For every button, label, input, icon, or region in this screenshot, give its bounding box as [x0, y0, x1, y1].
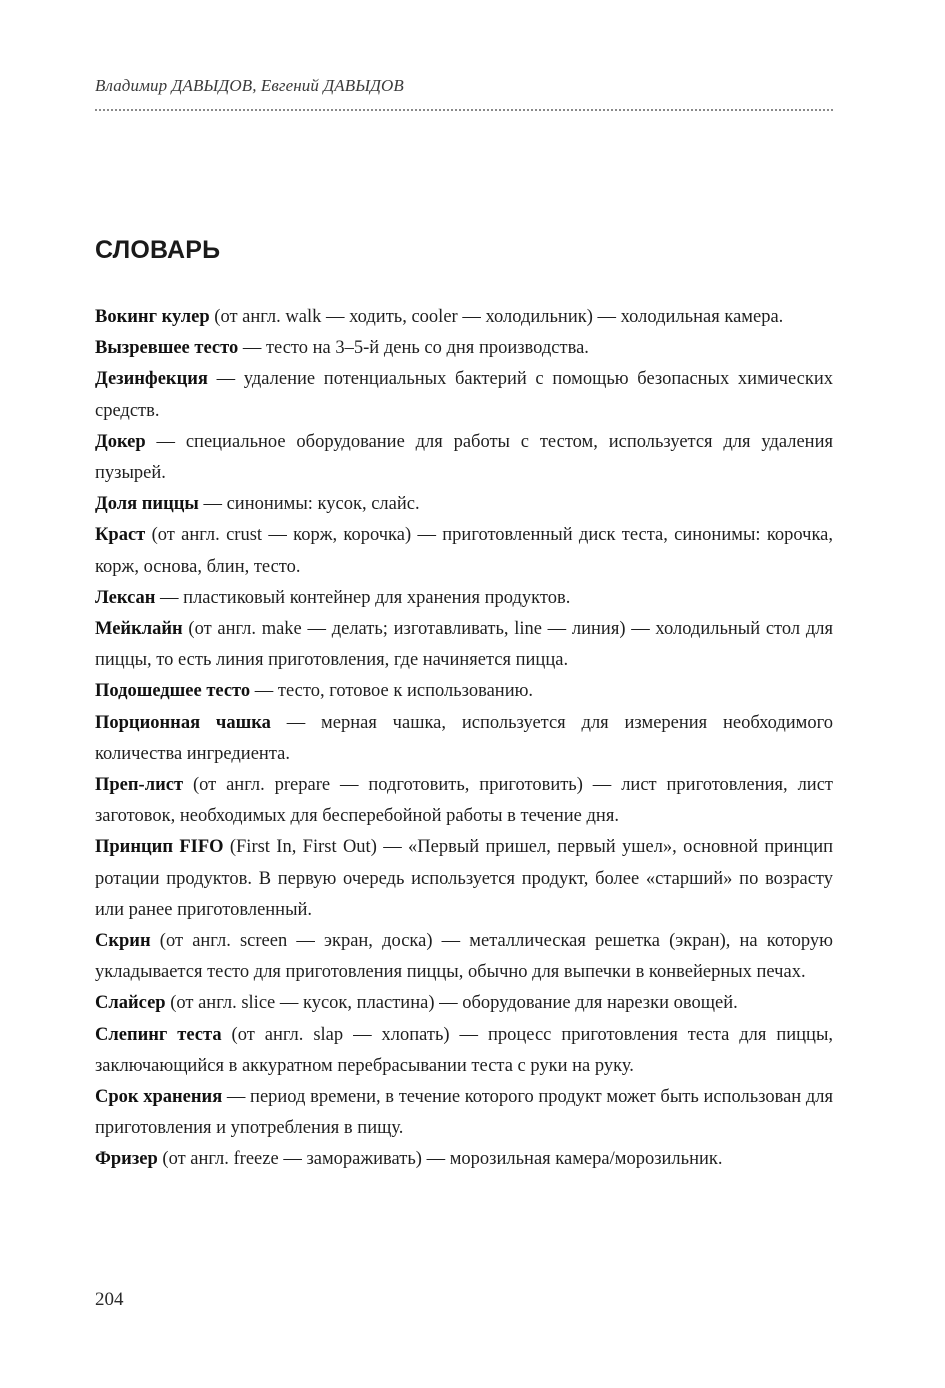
- glossary-entry: [95, 489, 833, 520]
- glossary-term: Вызревшее тесто: [95, 338, 239, 359]
- glossary-definition: — тесто, готовое к использованию.: [250, 681, 534, 702]
- section-title: СЛОВАРЬ: [95, 236, 221, 264]
- glossary-entry: [95, 583, 833, 614]
- glossary-term: Срок хранения: [95, 1087, 223, 1108]
- glossary-term: Краст: [95, 525, 146, 546]
- glossary-entry: [95, 988, 833, 1019]
- glossary-term: Скрин: [95, 931, 151, 952]
- glossary-term: Порционная чашка: [95, 712, 271, 733]
- glossary-definition: (от англ. crust — корж, корочка) — приготовленный диск теста, синонимы: корочка, корж, основа, блин, тесто.: [95, 525, 833, 577]
- glossary-term: Фризер: [95, 1149, 158, 1170]
- glossary-entry: [95, 364, 833, 426]
- glossary-definition: — синонимы: кусок, слайс.: [198, 494, 420, 515]
- glossary-term: Вокинг кулер: [95, 307, 210, 327]
- glossary-list: [95, 302, 833, 1176]
- glossary-term: Доля пиццы: [95, 494, 199, 515]
- glossary-entry: [95, 770, 833, 832]
- header-dotted-divider: [95, 109, 833, 111]
- glossary-definition: (от англ. freeze — замораживать) — морозильная камера/морозильник.: [157, 1149, 723, 1170]
- glossary-term: Подошедшее тесто: [95, 681, 251, 702]
- glossary-entry: [95, 1020, 833, 1082]
- glossary-definition: (от англ. walk — ходить, cooler — холодильник) — холодильная камера.: [209, 307, 784, 327]
- glossary-entry: [95, 1082, 833, 1144]
- glossary-entry: [95, 614, 833, 676]
- glossary-definition: — специальное оборудование для работы с тестом, используется для удаления пузырей.: [95, 431, 833, 484]
- glossary-entry: [95, 1144, 833, 1175]
- glossary-definition: — мерная чашка, используется для измерения необходимого количества ингредиента.: [95, 712, 833, 764]
- glossary-entry: [95, 520, 833, 582]
- glossary-term: Слайсер: [95, 993, 166, 1014]
- glossary-entry: [95, 832, 833, 926]
- glossary-entry: [95, 676, 833, 707]
- glossary-definition: (от англ. slap — хлопать) — процесс приготовления теста для пиццы, заключающийся в аккуратном перебрасывании теста с руки на руку.: [95, 1024, 833, 1076]
- glossary-definition: (от англ. make — делать; изготавливать, line — линия) — холодильный стол для пиццы, то есть линия приготовления, где начиняется пицца.: [95, 619, 833, 671]
- glossary-definition: — удаление потенциальных бактерий с помощью безопасных химических средств.: [95, 369, 833, 421]
- glossary-definition: — пластиковый контейнер для хранения продуктов.: [155, 587, 571, 608]
- glossary-term: Преп-лист: [95, 775, 184, 796]
- glossary-entry: [95, 333, 833, 364]
- glossary-term: Дезинфекция: [95, 369, 208, 390]
- glossary-term: Принцип FIFO: [95, 837, 224, 858]
- glossary-term: Мейклайн: [95, 619, 183, 640]
- glossary-term: Слепинг теста: [95, 1024, 222, 1045]
- glossary-definition: (от англ. prepare — подготовить, приготовить) — лист приготовления, лист заготовок, необходимых для бесперебойной работы в течение дня.: [95, 775, 833, 827]
- page-number: 204: [95, 1289, 124, 1310]
- glossary-definition: (от англ. screen — экран, доска) — металлическая решетка (экран), на которую укладывается тесто для приготовления пиццы, обычно для выпечки в конвейерных печах.: [95, 931, 833, 983]
- glossary-definition: — период времени, в течение которого продукт может быть использован для приготовления и употребления в пищу.: [95, 1087, 834, 1139]
- glossary-entry: [95, 302, 833, 333]
- glossary-entry: [95, 427, 833, 489]
- glossary-entry: [95, 708, 833, 770]
- glossary-definition: (от англ. slice — кусок, пластина) — оборудование для нарезки овощей.: [165, 993, 738, 1014]
- running-header-authors: Владимир ДАВЫДОВ, Евгений ДАВЫДОВ: [95, 76, 404, 95]
- glossary-definition: — тесто на 3–5-й день со дня производства.: [238, 338, 589, 359]
- glossary-entry: [95, 926, 833, 988]
- glossary-term: Лексан: [95, 587, 156, 608]
- glossary-definition: (First In, First Out) — «Первый пришел, первый ушел», основной принцип ротации продуктов. В первую очередь используется продукт, более «старший» по возрасту или ранее приготовленный.: [95, 837, 833, 920]
- glossary-term: Докер: [95, 431, 146, 452]
